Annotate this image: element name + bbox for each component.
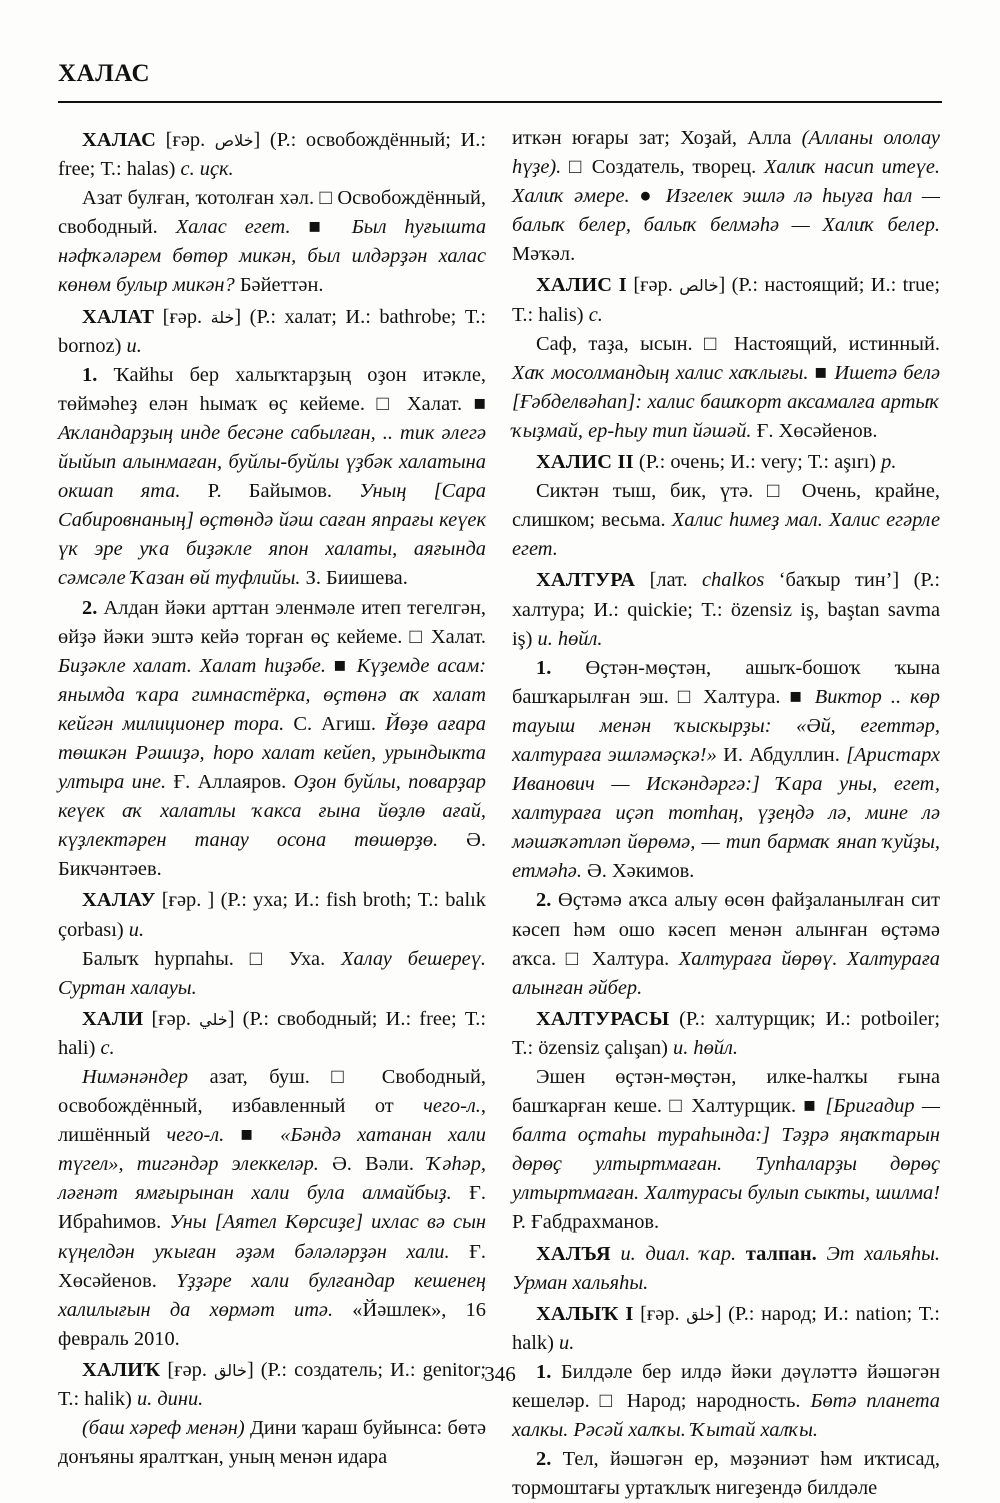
text-run: ■ — [808, 361, 835, 384]
text-run: с. — [100, 1036, 115, 1059]
text-run — [817, 1243, 827, 1265]
entry-sense — [512, 1445, 940, 1503]
text-run: ] (Р.: народ; И.: nation; Т.: halk) — [512, 1302, 940, 1354]
entry-sense — [512, 1063, 940, 1238]
text-run: и. һөйл. — [673, 1036, 738, 1059]
text-run: Мәҡәл. — [512, 243, 576, 266]
text-run: Үҙҙәре хали булғандар кешенең халилығын да хөрмәт итә. — [58, 1269, 486, 1321]
headword: ХАЛЫҠ I — [536, 1302, 634, 1325]
text-run: (Р.: халтурщик; И.: potboiler; Т.: özensiz çalışan) — [512, 1007, 940, 1059]
text-run: ] (Р.: освобождённый; И.: free; Т.: halas) — [58, 129, 486, 181]
text-run: [ғәр. — [156, 129, 215, 151]
dictionary-entry — [512, 271, 940, 329]
text-run: Ҡайһы бер халыҡтарҙың оҙон итәкле, төймәһеҙ елән һымаҡ өҫ кейеме. □ Халат. ■ — [58, 363, 486, 415]
text-run: Алдан йәки арттан эленмәле итеп тегелгән, өйҙә йәки эштә кейә торған өҫ кейеме. □ Халат. — [58, 596, 486, 648]
text-run: с. иҫк. — [180, 158, 234, 181]
text-run: Халиҡ насип итеүе. Халиҡ әмере. — [512, 156, 940, 208]
text-run: Балыҡ һурпаһы. □ Уха. — [82, 947, 342, 970]
text-run: З. Биишева. — [300, 567, 408, 590]
text-run — [736, 1243, 746, 1265]
text-run: азат, буш. □ Свободный, освобождённый, избавленный от — [58, 1066, 486, 1118]
text-run: и. диал. ҡар. — [620, 1242, 737, 1265]
text-run: и. — [126, 334, 142, 357]
text-run: И. Абдуллин. — [716, 743, 847, 766]
text-run: ] (Р.: настоящий; И.: true; Т.: halis) — [512, 274, 940, 326]
sense-marker: талпан. — [745, 1242, 817, 1265]
text-run: Эшен өҫтән-мөҫтән, илке-һалҡы ғына башҡарған кеше. □ Халтурщик. ■ — [512, 1066, 940, 1118]
text-run: Ғ. Хөсәйенов. — [58, 1240, 486, 1292]
text-run: ■ — [325, 654, 357, 677]
entry-sense — [58, 184, 486, 300]
text-run: Ғ. Ибраһимов. — [58, 1182, 486, 1234]
header-rule — [58, 101, 942, 103]
entry-sense — [58, 1063, 486, 1354]
text-run: Ә. Хәкимов. — [581, 860, 695, 883]
dictionary-entry — [512, 1005, 940, 1063]
text-run: Нимәнәндер — [82, 1066, 189, 1088]
text-run: Ишетә белә [Ғәбделвәһап]: халис башҡорт аксамалға артыҡ ҡыҙмай, ер-һыу тип йәшәй. — [512, 361, 941, 442]
text-run: Дини ҡараш буйынса: бөтә донъяны яралтҡан, уның менән идара — [58, 1417, 486, 1469]
headword: ХАЛАС — [82, 129, 157, 151]
headword: ХАЛИС I — [536, 274, 627, 297]
entry-sense — [58, 945, 486, 1003]
text-run: [ғәр. ] (Р.: уха; И.: fish broth; Т.: balık çorbası) — [58, 889, 486, 941]
running-head: ХАЛАС — [58, 60, 151, 87]
text-run: Виктор .. көр тауыш менән ҡыскырҙы: «Әй, егеттәр, халтураға эшләмәҫкә!» — [512, 685, 941, 766]
text-run: □ Создатель, творец. — [561, 156, 764, 179]
text-run: Ғ. Аллаяров. — [166, 771, 294, 794]
text-run: (Р.: очень; И.: very; Т.: aşırı) — [633, 451, 882, 474]
text-run: Аҡландарҙың инде бесәне сабылған, .. тик әлегә йыйып алынмаған, буйлы-буйлы үҙбәк халатына окшап ята. — [58, 421, 486, 503]
sense-marker: 2. — [82, 596, 98, 619]
text-run: Биҙәкле халат. Халат һиҙәбе. — [58, 654, 326, 677]
text-run: «Йәшлек», 16 февраль 2010. — [58, 1298, 486, 1350]
text-run: Бөтә планета халкы. Рәсәй халҡы. Ҡытай халҡы. — [512, 1390, 940, 1442]
text-run: Халас егет. — [175, 216, 291, 239]
text-run: чего-л. — [166, 1124, 225, 1147]
text-run: chalkos — [701, 569, 765, 592]
text-run: и. — [128, 918, 145, 941]
text-run: Өҫтән-мөҫтән, ашыҡ-бошоҡ ҡына башҡарылған эш. □ Халтура. ■ — [512, 656, 940, 708]
text-run — [611, 1243, 621, 1265]
text-run: Хаҡ мосолмандың халис хаҡлығы. — [512, 361, 809, 384]
entry-sense — [512, 886, 940, 1002]
headword: ХАЛТУРА — [536, 569, 636, 592]
arabic-script: خلاص — [214, 131, 254, 150]
headword: ХАЛТУРАСЫ — [536, 1007, 670, 1030]
dictionary-entry — [512, 566, 940, 653]
headword: ХАЛИҠ — [82, 1358, 161, 1381]
entry-sense — [58, 361, 486, 594]
dictionary-entry — [512, 1240, 940, 1298]
text-run: ■ — [224, 1124, 281, 1147]
dictionary-entry — [58, 303, 486, 361]
text-run: [ғәр. — [626, 274, 680, 297]
headword: ХАЛЪЯ — [536, 1242, 611, 1265]
sense-marker: 1. — [82, 363, 98, 386]
headword: ХАЛИ — [82, 1007, 144, 1030]
text-run: Оҙон буйлы, поварҙар кеүек аҡ халатлы ҡакса ғына йөҙлө ағай, күҙлектәрен танау осона төшөрҙө. — [58, 771, 486, 852]
text-run: ] (Р.: свободный; И.: free; Т.: hali) — [58, 1007, 486, 1059]
text-run: [ғәр. — [633, 1302, 687, 1325]
dictionary-entry — [58, 126, 486, 184]
left-column — [58, 124, 486, 1472]
text-run: Билдәле бер илдә йәки дәүләттә йәшәгән кешеләр. □ Народ; народность. — [512, 1360, 940, 1413]
text-run: Азат булған, ҡотолған хәл. □ Освобождённый, свободный. — [58, 187, 486, 239]
text-run: Уны [Аятел Көрсиҙе] ихлас вә сын күңелдән уҡыған әҙәм бәләләрҙән хали. — [58, 1211, 487, 1263]
text-run: Халтураға йөрөү. Халтураға алынған әйбер. — [512, 947, 941, 999]
text-run: и. дини. — [136, 1388, 204, 1411]
text-run: Тел, йәшәгән ер, мәҙәниәт һәм иҡтисад, тормоштағы уртаҡлыҡ нигеҙендә билдәле — [512, 1448, 940, 1500]
sense-marker: 2. — [536, 889, 552, 912]
dictionary-entry — [58, 886, 486, 944]
arabic-script: خلة — [210, 307, 235, 327]
text-run: [Аристарх Иванович — Искәндәргә:] Ҡара уны, егет, халтураға иҫәп тотһаң, үҙеңдә лә, мине лә мәшәҡәтләп йөрөмә, — тип бармаҡ янап ҡуйҙы, етмәһә. — [512, 743, 940, 883]
text-run: ‘баҡыр тин’] (Р.: халтура; И.: quickie; Т.: özensiz iş, baştan savma iş) — [512, 569, 940, 650]
text-run: [ғәр. — [143, 1007, 200, 1030]
right-column — [512, 124, 940, 1503]
text-run: Р. Ғабдрахманов. — [512, 1211, 660, 1234]
arabic-script: خالص — [679, 276, 719, 296]
text-run: , лишённый — [58, 1095, 486, 1147]
text-run: Халау бешереү. Суртан халауы. — [58, 947, 486, 999]
text-run: [лат. — [635, 569, 702, 592]
text-run: Сиктән тыш, бик, үтә. □ Очень, крайне, слишком; весьма. — [512, 480, 940, 532]
text-run: Ә. Бикчәнтәев. — [58, 829, 487, 881]
entry-sense — [58, 594, 486, 885]
text-run: ] (Р.: халат; И.: bathrobe; Т.: bornoz) — [58, 305, 486, 357]
text-run: ● — [629, 185, 666, 208]
headword: ХАЛАУ — [82, 889, 156, 912]
dictionary-entry — [512, 448, 940, 477]
entry-sense — [58, 1414, 486, 1472]
headword: ХАЛИС II — [536, 451, 634, 474]
sense-marker: 1. — [536, 1360, 552, 1383]
text-run: с. — [588, 303, 603, 326]
dictionary-entry — [58, 1005, 486, 1063]
arabic-script: خلي — [199, 1009, 228, 1029]
text-run: р. — [881, 451, 897, 474]
sense-marker: 1. — [536, 656, 552, 679]
entry-sense — [512, 654, 940, 887]
text-run: и. һөйл. — [537, 627, 603, 650]
text-run: и. — [559, 1331, 575, 1354]
text-run: Күҙемде асам: янымда ҡара гимнастёрка, өҫтөнә аҡ халат кейгән милиционер тора. — [58, 654, 486, 735]
text-run: Эт хальяһы. Урман хальяһы. — [512, 1242, 940, 1294]
text-run: [Бригадир — балта оҫтаһы тураһында:] Тәҙрә яңаҡтарын дөрөҫ ултыртмаған. Тупһаларҙы дөрөҫ ултыртмаған. Халтурасы булып сыкты, шилма! — [512, 1095, 940, 1205]
entry-sense — [512, 477, 940, 564]
text-run: Ә. Вәли. — [318, 1153, 428, 1176]
text-run: Саф, таҙа, ысын. □ Настоящий, истинный. — [536, 332, 940, 355]
arabic-script: خلق — [686, 1304, 715, 1324]
text-run: [ғәр. — [154, 305, 211, 328]
text-run: ■ — [290, 216, 352, 239]
text-run: Ғ. Хөсәйенов. — [751, 419, 878, 442]
headword: ХАЛАТ — [82, 305, 155, 328]
text-run: Изгелек эшлә лә һыуға һал — балыҡ белер, балыҡ белмәһә — Халиҡ белер. — [512, 185, 941, 237]
text-run: [ғәр. — [160, 1358, 214, 1381]
text-run: (баш хәреф менән) — [82, 1417, 245, 1440]
page-number: 346 — [484, 1362, 516, 1386]
text-run: (Алланы ололау һүҙе). — [512, 127, 940, 179]
entry-continuation — [512, 124, 940, 269]
text-run: Уның [Сара Сабировнаның] өҫтөндә йәш саған япрағы кеүек үк эре уҡа биҙәкле япон халаты, аяғында сәмсәле Ҡазан өй туфлийы. — [58, 480, 486, 590]
text-run: Бәйеттән. — [234, 274, 324, 297]
text-run: Өҫтәмә аҡса алыу өсөн файҙаланылған сит кәсеп һәм ошо кәсеп менән алынған өҫтәмә аҡса. □ Халтура. — [512, 889, 940, 970]
text-run: иткән юғары зат; Хоҙай, Алла — [512, 127, 802, 149]
text-run: «Бәндә хатанан хали түгел», тигәндәр элеккеләр. — [58, 1124, 487, 1176]
entry-sense — [512, 330, 940, 446]
sense-marker: 2. — [536, 1448, 552, 1471]
text-run: С. Агиш. — [284, 712, 386, 735]
text-run: Халис һимеҙ мал. Халис егәрле егет. — [512, 509, 940, 561]
text-run: ] (Р.: создатель; И.: genitor; Т.: halik) — [58, 1358, 486, 1411]
text-run: чего-л. — [423, 1095, 481, 1118]
text-run: Йөҙө ағара төшкән Рәшиҙә, һоро халат кейеп, урындыкта ултыра ине. — [58, 712, 487, 794]
text-run: Р. Байымов. — [180, 480, 360, 503]
arabic-script: خالق — [213, 1360, 247, 1380]
text-run: Ҡәһәр, ләғнәт ямғырынан хали була алмайбыҙ. — [58, 1153, 486, 1205]
dictionary-entry — [512, 1300, 940, 1358]
text-run: Был һуғышта нәфҡәләрем бөтөр микән, был илдәрҙән халас көнөм булыр микән? — [58, 216, 487, 297]
